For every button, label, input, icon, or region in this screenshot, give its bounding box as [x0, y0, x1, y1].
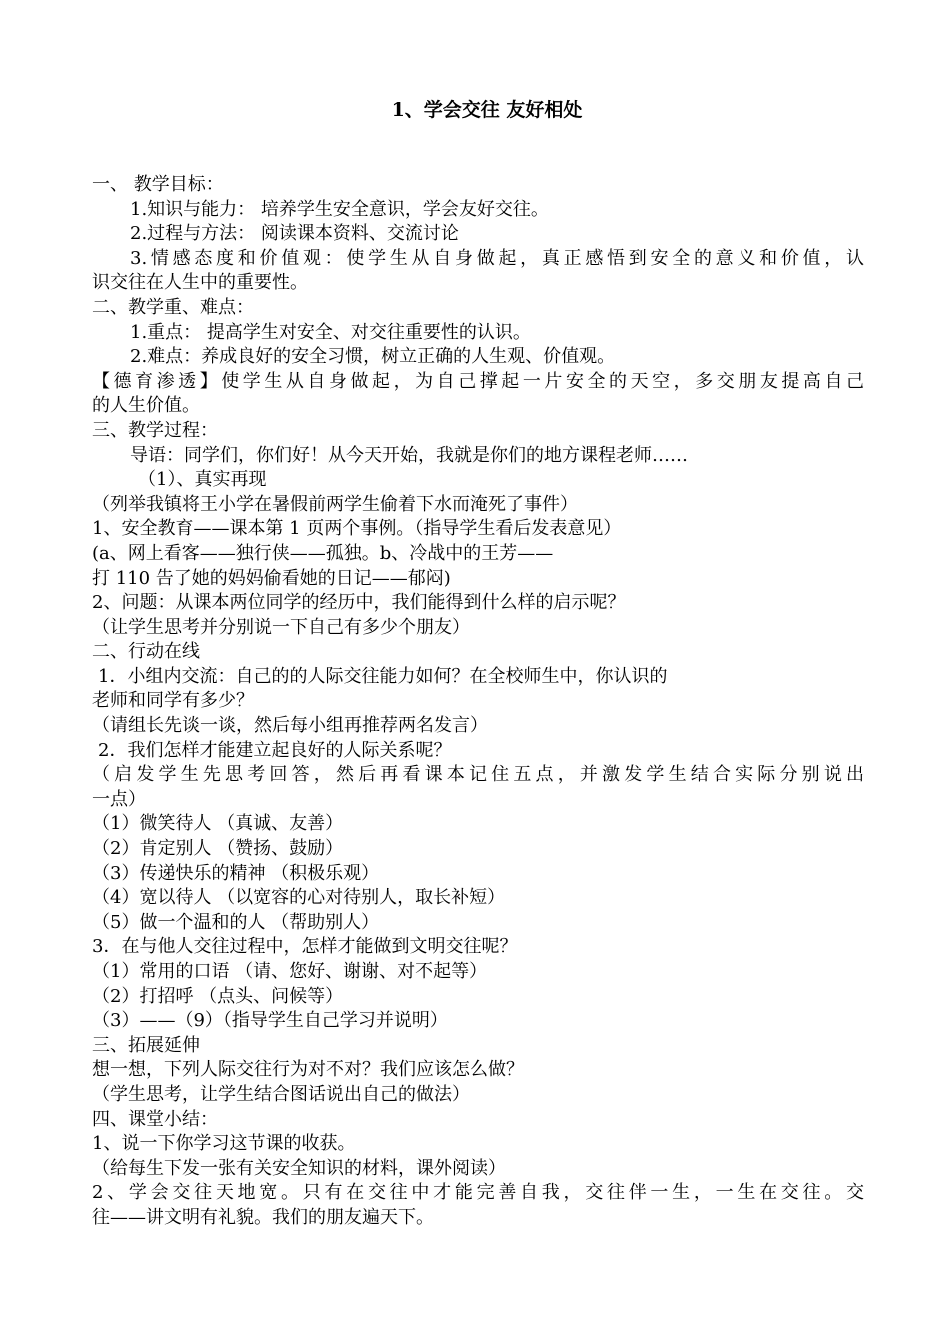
- text-line: （给每生下发一张有关安全知识的材料，课外阅读）: [92, 1157, 506, 1179]
- text-line: 1.重点： 提高学生对安全、对交往重要性的认识。: [130, 321, 531, 343]
- text-line: （1）、真实再现: [138, 469, 267, 491]
- text-line: 1．小组内交流：自己的的人际交往能力如何？在全校师生中，你认识的: [98, 665, 668, 687]
- text-line: 老师和同学有多少？: [92, 690, 254, 712]
- text-line: 一点）: [92, 788, 146, 810]
- text-line: （启发学生先思考回答，然后再看课本记住五点，并激发学生结合实际分别说出: [92, 764, 864, 786]
- text-line: （4）宽以待人 （以宽容的心对待别人，取长补短）: [92, 887, 506, 909]
- text-line: （列举我镇将王小学在暑假前两学生偷着下水而淹死了事件）: [92, 493, 578, 515]
- document-body: [92, 173, 864, 1231]
- text-line: 三、拓展延伸: [92, 1034, 200, 1056]
- text-line: 二、教学重、难点：: [92, 296, 254, 318]
- text-line: 【德育渗透】使学生从自身做起，为自己撑起一片安全的天空，多交朋友提高自己: [92, 370, 864, 392]
- text-line: (a、网上看客——独行侠——孤独。b、冷战中的王芳——: [92, 542, 554, 564]
- text-line: 一、 教学目标：: [92, 174, 224, 195]
- text-line: （5）做一个温和的人 （帮助别人）: [92, 911, 380, 933]
- text-line: 1.知识与能力： 培养学生安全意识，学会友好交往。: [130, 198, 549, 220]
- document-title: 1、学会交往 友好相处: [391, 99, 583, 121]
- text-line: （学生思考，让学生结合图话说出自己的做法）: [92, 1083, 470, 1105]
- text-line: （让学生思考并分别说一下自己有多少个朋友）: [92, 616, 470, 638]
- text-line: （3）——（9）（指导学生自己学习并说明）: [92, 1010, 448, 1032]
- text-line: （2）打招呼 （点头、问候等）: [92, 985, 344, 1007]
- text-line: 2.难点：养成良好的安全习惯，树立正确的人生观、价值观。: [130, 346, 616, 368]
- text-line: 2、问题：从课本两位同学的经历中，我们能得到什么样的启示呢？: [92, 592, 626, 614]
- text-line: 打 110 告了她的妈妈偷看她的日记——郁闷): [92, 567, 451, 589]
- text-line: 3.情感态度和价值观：使学生从自身做起，真正感悟到安全的意义和价值，认: [130, 247, 864, 269]
- text-line: （请组长先谈一谈，然后每小组再推荐两名发言）: [92, 715, 488, 737]
- text-line: 三、教学过程：: [92, 419, 218, 441]
- text-line: 3．在与他人交往过程中，怎样才能做到文明交往呢？: [92, 936, 518, 958]
- text-line: 的人生价值。: [92, 395, 200, 417]
- text-line: 二、行动在线: [92, 641, 200, 663]
- text-line: （3）传递快乐的精神 （积极乐观）: [92, 862, 380, 884]
- text-line: 想一想，下列人际交往行为对不对？我们应该怎么做？: [92, 1059, 524, 1081]
- text-line: 2、学会交往天地宽。只有在交往中才能完善自我，交往伴一生，一生在交往。交: [92, 1182, 864, 1204]
- text-line: 1、说一下你学习这节课的收获。: [92, 1133, 356, 1155]
- text-line: （1）常用的口语 （请、您好、谢谢、对不起等）: [92, 961, 488, 982]
- text-line: 识交往在人生中的重要性。: [92, 272, 308, 294]
- text-line: （1）微笑待人 （真诚、友善）: [92, 813, 344, 835]
- document-page: [92, 95, 864, 1231]
- text-line: 1、安全教育——课本第 1 页两个事例。（指导学生看后发表意见）: [92, 518, 622, 540]
- text-line: 导语：同学们，你们好！从今天开始，我就是你们的地方课程老师……: [130, 444, 688, 466]
- text-line: （2）肯定别人 （赞扬、鼓励）: [92, 838, 344, 860]
- text-line: 往——讲文明有礼貌。我们的朋友遍天下。: [92, 1206, 434, 1228]
- text-line: 2.过程与方法： 阅读课本资料、交流讨论: [130, 223, 459, 245]
- text-line: 四、课堂小结：: [92, 1108, 218, 1130]
- text-line: 2．我们怎样才能建立起良好的人际关系呢？: [98, 739, 452, 761]
